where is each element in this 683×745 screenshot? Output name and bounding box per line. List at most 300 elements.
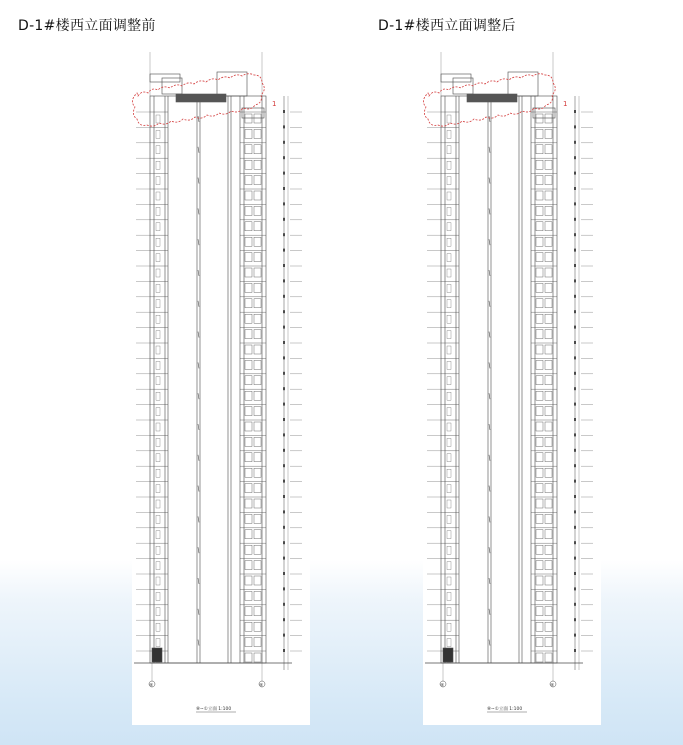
window	[245, 391, 252, 400]
window	[156, 592, 160, 600]
shaft-mark	[198, 208, 199, 214]
shaft-mark	[198, 332, 199, 338]
window	[447, 639, 451, 647]
window	[545, 638, 552, 647]
window	[156, 315, 160, 323]
window	[447, 377, 451, 385]
window	[447, 469, 451, 477]
window	[545, 191, 552, 200]
window	[245, 607, 252, 616]
roof-band	[176, 94, 226, 102]
window	[156, 408, 160, 416]
axis-label: ⑧	[550, 683, 555, 689]
window	[536, 299, 543, 308]
window	[245, 499, 252, 508]
scale-tick	[283, 403, 285, 406]
scale-tick	[283, 233, 285, 236]
roof-band	[467, 94, 517, 102]
building-outline	[441, 96, 557, 663]
window	[545, 345, 552, 354]
window	[156, 454, 160, 462]
window	[545, 222, 552, 231]
window	[245, 407, 252, 416]
window	[156, 269, 160, 277]
window	[254, 176, 261, 185]
scale-tick	[574, 295, 576, 298]
scale-tick	[283, 356, 285, 359]
shaft-mark	[489, 609, 490, 615]
window	[447, 346, 451, 354]
window	[245, 129, 252, 138]
window	[254, 514, 261, 523]
scale-tick	[574, 310, 576, 313]
scale-tick	[283, 449, 285, 452]
scale-tick	[283, 141, 285, 144]
scale-tick	[283, 541, 285, 544]
shaft-mark	[489, 640, 490, 646]
window	[536, 206, 543, 215]
window	[254, 345, 261, 354]
window	[536, 499, 543, 508]
scale-tick	[283, 249, 285, 252]
shaft-mark	[489, 486, 490, 492]
window	[545, 114, 552, 123]
window	[254, 237, 261, 246]
window	[545, 237, 552, 246]
window	[447, 238, 451, 246]
window	[254, 299, 261, 308]
window	[545, 314, 552, 323]
window	[254, 545, 261, 554]
window	[545, 591, 552, 600]
shaft-mark	[489, 362, 490, 368]
window	[447, 331, 451, 339]
window	[254, 360, 261, 369]
scale-tick	[574, 557, 576, 560]
window	[447, 423, 451, 431]
window	[156, 300, 160, 308]
window	[447, 300, 451, 308]
scale-tick	[574, 480, 576, 483]
window	[536, 129, 543, 138]
window	[254, 314, 261, 323]
scale-tick	[574, 618, 576, 621]
window	[156, 469, 160, 477]
scale-tick	[283, 418, 285, 421]
window	[447, 315, 451, 323]
window	[545, 330, 552, 339]
window	[536, 453, 543, 462]
shaft-mark	[489, 239, 490, 245]
window	[245, 176, 252, 185]
window	[536, 314, 543, 323]
window	[156, 361, 160, 369]
window	[156, 562, 160, 570]
scale-tick	[283, 202, 285, 205]
window	[245, 468, 252, 477]
window	[245, 253, 252, 262]
window	[245, 622, 252, 631]
window	[536, 638, 543, 647]
scale-tick	[574, 172, 576, 175]
scale-tick	[574, 218, 576, 221]
window	[156, 377, 160, 385]
scale-tick	[574, 341, 576, 344]
window	[156, 577, 160, 585]
window	[545, 622, 552, 631]
window	[245, 514, 252, 523]
elevation-drawing-after	[423, 50, 601, 725]
window	[536, 237, 543, 246]
shaft-mark	[489, 332, 490, 338]
roof-structure	[453, 78, 473, 94]
window	[536, 376, 543, 385]
window	[254, 453, 261, 462]
window	[156, 207, 160, 215]
window	[545, 422, 552, 431]
window	[254, 114, 261, 123]
window	[545, 514, 552, 523]
window	[536, 468, 543, 477]
scale-tick	[283, 326, 285, 329]
window	[254, 407, 261, 416]
elevation-svg-before	[132, 50, 310, 725]
window	[447, 223, 451, 231]
window	[245, 376, 252, 385]
window	[536, 530, 543, 539]
window	[156, 161, 160, 169]
window	[254, 561, 261, 570]
window	[254, 484, 261, 493]
scale-tick	[283, 495, 285, 498]
window	[254, 330, 261, 339]
window	[447, 438, 451, 446]
window	[245, 591, 252, 600]
window	[245, 206, 252, 215]
window	[254, 268, 261, 277]
scale-tick	[283, 649, 285, 652]
window	[156, 500, 160, 508]
window	[545, 437, 552, 446]
window	[245, 160, 252, 169]
window	[536, 576, 543, 585]
shaft-mark	[198, 424, 199, 430]
scale-tick	[283, 372, 285, 375]
window	[545, 484, 552, 493]
scale-tick	[574, 233, 576, 236]
window	[536, 145, 543, 154]
scale-tick	[283, 618, 285, 621]
scale-tick	[574, 125, 576, 128]
window	[447, 177, 451, 185]
window	[254, 607, 261, 616]
window	[536, 514, 543, 523]
window	[254, 391, 261, 400]
window	[254, 638, 261, 647]
window	[536, 591, 543, 600]
window	[536, 391, 543, 400]
window	[156, 130, 160, 138]
window	[245, 145, 252, 154]
window	[447, 392, 451, 400]
window	[156, 423, 160, 431]
window	[545, 561, 552, 570]
window	[156, 546, 160, 554]
window	[156, 346, 160, 354]
window	[536, 422, 543, 431]
scale-tick	[574, 464, 576, 467]
scale-tick	[283, 433, 285, 436]
shaft-mark	[198, 578, 199, 584]
shaft-mark	[489, 147, 490, 153]
scale-tick	[283, 156, 285, 159]
window	[545, 499, 552, 508]
window	[447, 161, 451, 169]
window	[545, 653, 552, 662]
shaft-mark	[489, 270, 490, 276]
scale-tick	[283, 572, 285, 575]
window	[536, 407, 543, 416]
window	[545, 160, 552, 169]
scale-tick	[574, 156, 576, 159]
window	[254, 129, 261, 138]
shaft-mark	[489, 178, 490, 184]
window	[254, 591, 261, 600]
window	[156, 146, 160, 154]
shaft-mark	[198, 362, 199, 368]
axis-label: ⑧	[259, 683, 264, 689]
drawing-title: ⑧~①立面 1:100	[196, 707, 232, 712]
scale-tick	[283, 125, 285, 128]
window	[245, 653, 252, 662]
window	[536, 561, 543, 570]
window	[447, 192, 451, 200]
window	[156, 238, 160, 246]
roof-detail	[242, 108, 264, 118]
caption-after: D-1#楼西立面调整后	[378, 18, 516, 34]
window	[536, 114, 543, 123]
scale-tick	[283, 603, 285, 606]
window	[245, 545, 252, 554]
window	[536, 330, 543, 339]
window	[245, 484, 252, 493]
shaft-mark	[198, 486, 199, 492]
scale-tick	[574, 356, 576, 359]
window	[536, 253, 543, 262]
caption-before: D-1#楼西立面调整前	[18, 18, 156, 34]
entrance-door	[152, 648, 162, 662]
window	[536, 653, 543, 662]
window	[447, 269, 451, 277]
window	[447, 608, 451, 616]
window	[156, 531, 160, 539]
window	[254, 622, 261, 631]
window	[545, 407, 552, 416]
window	[545, 253, 552, 262]
window	[245, 222, 252, 231]
window	[536, 222, 543, 231]
window	[536, 360, 543, 369]
window	[156, 623, 160, 631]
shaft-mark	[489, 301, 490, 307]
scale-tick	[574, 202, 576, 205]
window	[536, 622, 543, 631]
window	[536, 160, 543, 169]
scale-tick	[283, 187, 285, 190]
window	[254, 422, 261, 431]
axis-label: ⑧	[440, 683, 445, 689]
window	[156, 177, 160, 185]
scale-tick	[574, 541, 576, 544]
shaft-mark	[489, 116, 490, 122]
window	[245, 360, 252, 369]
window	[545, 607, 552, 616]
window	[447, 454, 451, 462]
scale-tick	[283, 557, 285, 560]
window	[447, 531, 451, 539]
scale-tick	[574, 634, 576, 637]
window	[545, 268, 552, 277]
scale-tick	[574, 264, 576, 267]
window	[245, 299, 252, 308]
window	[447, 115, 451, 123]
scale-tick	[574, 372, 576, 375]
scale-tick	[283, 526, 285, 529]
scale-tick	[283, 341, 285, 344]
scale-tick	[574, 387, 576, 390]
elevation-drawing-before	[132, 50, 310, 725]
window	[545, 283, 552, 292]
roof-structure	[162, 78, 182, 94]
scale-tick	[574, 603, 576, 606]
window	[536, 437, 543, 446]
window	[536, 345, 543, 354]
window	[245, 237, 252, 246]
window	[254, 468, 261, 477]
shaft-mark	[489, 547, 490, 553]
scale-tick	[574, 141, 576, 144]
shaft-mark	[489, 578, 490, 584]
scale-tick	[574, 249, 576, 252]
shaft-mark	[198, 640, 199, 646]
building-outline	[150, 96, 266, 663]
window	[545, 129, 552, 138]
window	[536, 283, 543, 292]
shaft-mark	[198, 239, 199, 245]
window	[447, 146, 451, 154]
window	[254, 499, 261, 508]
window	[156, 639, 160, 647]
shaft-mark	[489, 424, 490, 430]
scale-tick	[283, 172, 285, 175]
window	[536, 191, 543, 200]
window	[447, 515, 451, 523]
window	[545, 576, 552, 585]
window	[545, 145, 552, 154]
window	[245, 453, 252, 462]
scale-tick	[283, 510, 285, 513]
window	[545, 545, 552, 554]
scale-tick	[283, 310, 285, 313]
window	[545, 206, 552, 215]
window	[447, 130, 451, 138]
shaft-mark	[198, 178, 199, 184]
window	[245, 638, 252, 647]
window	[156, 192, 160, 200]
window	[254, 530, 261, 539]
shaft-mark	[489, 208, 490, 214]
scale-tick	[283, 464, 285, 467]
scale-tick	[574, 110, 576, 113]
scale-tick	[283, 634, 285, 637]
window	[545, 391, 552, 400]
scale-tick	[283, 587, 285, 590]
revision-cloud-label: 1	[272, 100, 277, 108]
window	[536, 268, 543, 277]
window	[254, 145, 261, 154]
window	[447, 546, 451, 554]
window	[156, 515, 160, 523]
window	[245, 422, 252, 431]
shaft-mark	[489, 455, 490, 461]
window	[156, 331, 160, 339]
scale-tick	[574, 649, 576, 652]
window	[447, 361, 451, 369]
window	[536, 484, 543, 493]
scale-tick	[574, 403, 576, 406]
drawing-title: ⑧~①立面 1:100	[487, 707, 523, 712]
window	[447, 207, 451, 215]
window	[545, 468, 552, 477]
scale-tick	[283, 218, 285, 221]
shaft-mark	[489, 516, 490, 522]
shaft-mark	[198, 301, 199, 307]
window	[156, 485, 160, 493]
shaft-mark	[198, 455, 199, 461]
window	[447, 284, 451, 292]
scale-tick	[574, 279, 576, 282]
window	[254, 376, 261, 385]
window	[447, 562, 451, 570]
shaft-mark	[489, 393, 490, 399]
scale-tick	[283, 387, 285, 390]
window	[447, 408, 451, 416]
window	[545, 360, 552, 369]
window	[156, 115, 160, 123]
shaft-mark	[198, 147, 199, 153]
axis-label: ⑧	[149, 683, 154, 689]
window	[156, 254, 160, 262]
window	[254, 437, 261, 446]
window	[447, 254, 451, 262]
window	[536, 607, 543, 616]
scale-tick	[574, 418, 576, 421]
window	[254, 576, 261, 585]
window	[254, 206, 261, 215]
window	[545, 176, 552, 185]
shaft-mark	[198, 547, 199, 553]
scale-tick	[574, 449, 576, 452]
window	[156, 608, 160, 616]
scale-tick	[574, 526, 576, 529]
elevation-svg-after	[423, 50, 601, 725]
window	[545, 299, 552, 308]
window	[536, 545, 543, 554]
window	[245, 561, 252, 570]
window	[245, 114, 252, 123]
roof-detail	[533, 108, 555, 118]
revision-cloud-label: 1	[563, 100, 568, 108]
